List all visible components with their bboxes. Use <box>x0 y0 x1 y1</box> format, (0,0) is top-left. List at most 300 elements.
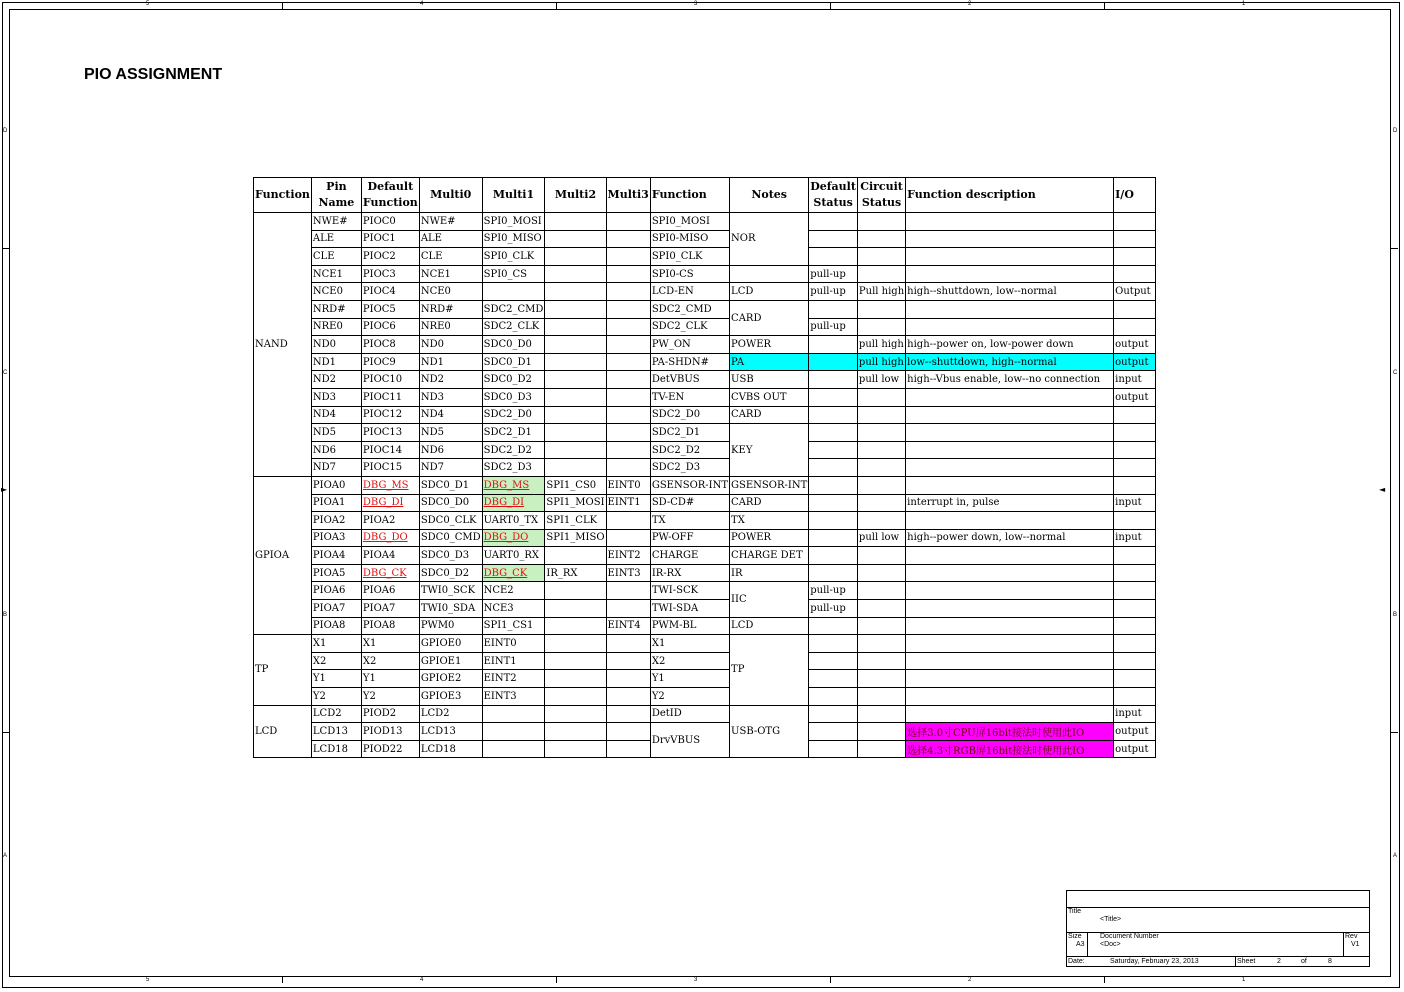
io-cell <box>1114 600 1156 618</box>
io-cell: input <box>1114 705 1156 723</box>
header-default-status: Default Status <box>809 178 858 213</box>
group-cell: GPIOA <box>254 476 312 634</box>
circuit-status-cell <box>857 617 905 635</box>
function-cell: PW-OFF <box>650 529 729 547</box>
default-function-cell: PIOC0 <box>361 213 419 231</box>
circuit-status-cell <box>857 652 905 670</box>
tb-vdivider-rev <box>1343 932 1344 956</box>
default-status-cell <box>809 406 858 424</box>
default-status-cell: pull-up <box>809 600 858 618</box>
table-row <box>254 388 1156 406</box>
pin-name-cell: Y1 <box>311 670 361 688</box>
multi1-cell: DBG_CK <box>482 564 545 582</box>
function-cell: TX <box>650 512 729 530</box>
pin-name-cell: ND6 <box>311 441 361 459</box>
multi2-cell <box>545 617 606 635</box>
group-cell: NAND <box>254 213 312 477</box>
function-description-cell <box>906 547 1114 565</box>
multi0-cell: ND7 <box>419 459 482 477</box>
notes-cell: USB <box>730 371 809 389</box>
multi0-cell: NCE0 <box>419 283 482 301</box>
default-status-cell <box>809 564 858 582</box>
multi3-cell <box>606 652 650 670</box>
circuit-status-cell <box>857 547 905 565</box>
table-row <box>254 529 1156 547</box>
notes-cell: TX <box>730 512 809 530</box>
multi1-cell: NCE3 <box>482 600 545 618</box>
circuit-status-cell <box>857 635 905 653</box>
tb-divider-3 <box>1067 956 1369 957</box>
pin-name-cell: ND1 <box>311 353 361 371</box>
multi3-cell <box>606 248 650 266</box>
pin-name-cell: CLE <box>311 248 361 266</box>
circuit-status-cell <box>857 670 905 688</box>
notes-cell: POWER <box>730 336 809 354</box>
header-multi1: Multi1 <box>482 178 545 213</box>
multi2-cell <box>545 723 606 741</box>
default-function-cell: PIOC6 <box>361 318 419 336</box>
multi3-cell <box>606 600 650 618</box>
multi0-cell: ND3 <box>419 388 482 406</box>
multi0-cell: NRD# <box>419 300 482 318</box>
tb-date-value: Saturday, February 23, 2013 <box>1110 958 1199 965</box>
pin-name-cell: NCE0 <box>311 283 361 301</box>
multi2-cell <box>545 652 606 670</box>
io-cell <box>1114 300 1156 318</box>
multi2-cell <box>545 213 606 231</box>
default-status-cell <box>809 617 858 635</box>
circuit-status-cell <box>857 723 905 741</box>
multi3-cell <box>606 582 650 600</box>
circuit-status-cell <box>857 476 905 494</box>
circuit-status-cell <box>857 441 905 459</box>
notes-cell: KEY <box>730 424 809 477</box>
pin-name-cell: ND2 <box>311 371 361 389</box>
table-row <box>254 318 1156 336</box>
default-function-cell: PIOC12 <box>361 406 419 424</box>
function-description-cell <box>906 300 1114 318</box>
zone-row-b-right: B <box>1393 612 1398 618</box>
tick-bottom-2 <box>556 976 557 983</box>
default-status-cell <box>809 248 858 266</box>
function-description-cell <box>906 459 1114 477</box>
header-circuit-status: Circuit Status <box>857 178 905 213</box>
multi2-cell <box>545 406 606 424</box>
default-status-cell <box>809 494 858 512</box>
header-notes: Notes <box>730 178 809 213</box>
table-row <box>254 248 1156 266</box>
multi0-cell: TWI0_SDA <box>419 600 482 618</box>
io-cell <box>1114 617 1156 635</box>
default-status-cell <box>809 441 858 459</box>
center-arrow-left-icon: ► <box>1 485 8 494</box>
multi3-cell <box>606 459 650 477</box>
page-title: PIO ASSIGNMENT <box>84 66 223 83</box>
function-cell: SPI0_MOSI <box>650 213 729 231</box>
tick-left-3 <box>2 732 9 733</box>
circuit-status-cell <box>857 564 905 582</box>
circuit-status-cell: pull low <box>857 529 905 547</box>
multi3-cell <box>606 265 650 283</box>
tick-right-1 <box>1391 248 1398 249</box>
tick-left-1 <box>2 248 9 249</box>
default-status-cell <box>809 512 858 530</box>
multi1-cell: SDC2_CLK <box>482 318 545 336</box>
default-function-cell: PIOC9 <box>361 353 419 371</box>
circuit-status-cell: Pull high <box>857 283 905 301</box>
default-status-cell <box>809 388 858 406</box>
multi3-cell <box>606 213 650 231</box>
multi2-cell: SPI1_CS0 <box>545 476 606 494</box>
function-description-cell <box>906 318 1114 336</box>
multi0-cell: GPIOE0 <box>419 635 482 653</box>
default-status-cell <box>809 670 858 688</box>
multi3-cell <box>606 705 650 723</box>
circuit-status-cell: pull low <box>857 371 905 389</box>
io-cell: output <box>1114 353 1156 371</box>
pin-name-cell: ND3 <box>311 388 361 406</box>
multi2-cell: SPI1_MISO <box>545 529 606 547</box>
multi3-cell <box>606 230 650 248</box>
default-status-cell <box>809 459 858 477</box>
header-default-function: Default Function <box>361 178 419 213</box>
table-row <box>254 635 1156 653</box>
notes-cell: CHARGE DET <box>730 547 809 565</box>
default-status-cell <box>809 705 858 723</box>
pin-name-cell: NRE0 <box>311 318 361 336</box>
default-status-cell <box>809 723 858 741</box>
table-row <box>254 582 1156 600</box>
multi0-cell: GPIOE2 <box>419 670 482 688</box>
table-row <box>254 424 1156 442</box>
multi0-cell: ND4 <box>419 406 482 424</box>
zone-col-2-top: 2 <box>968 1 972 7</box>
pin-name-cell: PIOA1 <box>311 494 361 512</box>
pin-name-cell: LCD2 <box>311 705 361 723</box>
function-description-cell <box>906 265 1114 283</box>
zone-row-c-left: C <box>3 370 8 376</box>
notes-cell: CARD <box>730 494 809 512</box>
table-row <box>254 652 1156 670</box>
multi3-cell <box>606 300 650 318</box>
multi0-cell: NWE# <box>419 213 482 231</box>
default-status-cell: pull-up <box>809 283 858 301</box>
circuit-status-cell <box>857 582 905 600</box>
function-description-cell <box>906 476 1114 494</box>
function-description-cell <box>906 670 1114 688</box>
multi0-cell: ALE <box>419 230 482 248</box>
function-description-cell <box>906 424 1114 442</box>
default-status-cell <box>809 424 858 442</box>
multi0-cell: ND5 <box>419 424 482 442</box>
tb-size-label: Size <box>1068 933 1082 940</box>
default-status-cell <box>809 230 858 248</box>
table-row <box>254 230 1156 248</box>
default-status-cell <box>809 213 858 231</box>
multi0-cell: SDC0_D1 <box>419 476 482 494</box>
io-cell: output <box>1114 723 1156 741</box>
multi2-cell <box>545 300 606 318</box>
tick-top-4 <box>1104 2 1105 9</box>
zone-col-4-bottom: 4 <box>420 977 424 983</box>
table-header-row <box>254 178 1156 213</box>
circuit-status-cell <box>857 265 905 283</box>
function-cell: SPI0-MISO <box>650 230 729 248</box>
multi1-cell: SDC0_D1 <box>482 353 545 371</box>
function-description-cell <box>906 688 1114 706</box>
function-description-cell: high--Vbus enable, low--no connection <box>906 371 1114 389</box>
function-description-cell <box>906 564 1114 582</box>
header-multi0: Multi0 <box>419 178 482 213</box>
function-cell: SDC2_D0 <box>650 406 729 424</box>
io-cell: input <box>1114 371 1156 389</box>
default-function-cell: PIOC10 <box>361 371 419 389</box>
multi1-cell: SDC2_D0 <box>482 406 545 424</box>
multi0-cell: SDC0_D3 <box>419 547 482 565</box>
notes-cell: POWER <box>730 529 809 547</box>
table-row <box>254 459 1156 477</box>
function-cell: SDC2_D3 <box>650 459 729 477</box>
function-cell: Y1 <box>650 670 729 688</box>
multi3-cell: EINT3 <box>606 564 650 582</box>
pin-name-cell: PIOA0 <box>311 476 361 494</box>
default-status-cell: pull-up <box>809 318 858 336</box>
table-row <box>254 688 1156 706</box>
default-function-cell: DBG_CK <box>361 564 419 582</box>
multi0-cell: LCD18 <box>419 740 482 758</box>
multi1-cell: EINT0 <box>482 635 545 653</box>
multi0-cell: GPIOE1 <box>419 652 482 670</box>
function-description-cell <box>906 213 1114 231</box>
function-description-cell: low--shuttdown, high--normal <box>906 353 1114 371</box>
pin-name-cell: ND0 <box>311 336 361 354</box>
default-status-cell <box>809 635 858 653</box>
default-function-cell: DBG_DI <box>361 494 419 512</box>
notes-cell: USB-OTG <box>730 705 809 758</box>
header-pin-name: Pin Name <box>311 178 361 213</box>
function-cell: TV-EN <box>650 388 729 406</box>
tick-top-2 <box>556 2 557 9</box>
multi3-cell: EINT0 <box>606 476 650 494</box>
circuit-status-cell <box>857 705 905 723</box>
tb-divider-1 <box>1067 907 1369 908</box>
multi1-cell <box>482 740 545 758</box>
io-cell <box>1114 265 1156 283</box>
tb-title-value: <Title> <box>1100 916 1122 923</box>
default-status-cell <box>809 300 858 318</box>
default-function-cell: PIOC5 <box>361 300 419 318</box>
circuit-status-cell <box>857 388 905 406</box>
io-cell <box>1114 318 1156 336</box>
multi2-cell <box>545 600 606 618</box>
pin-name-cell: ND4 <box>311 406 361 424</box>
pin-name-cell: NWE# <box>311 213 361 231</box>
table-row <box>254 300 1156 318</box>
notes-cell: TP <box>730 635 809 705</box>
zone-row-d-right: D <box>1393 128 1398 134</box>
pin-name-cell: PIOA6 <box>311 582 361 600</box>
default-status-cell <box>809 476 858 494</box>
multi2-cell: IR_RX <box>545 564 606 582</box>
circuit-status-cell <box>857 424 905 442</box>
multi1-cell: NCE2 <box>482 582 545 600</box>
function-cell: Y2 <box>650 688 729 706</box>
tick-top-3 <box>830 2 831 9</box>
circuit-status-cell: pull high <box>857 353 905 371</box>
multi3-cell: EINT2 <box>606 547 650 565</box>
default-function-cell: PIOC8 <box>361 336 419 354</box>
multi2-cell <box>545 248 606 266</box>
function-description-cell <box>906 617 1114 635</box>
multi1-cell: EINT3 <box>482 688 545 706</box>
zone-row-d-left: D <box>3 128 8 134</box>
io-cell <box>1114 670 1156 688</box>
header-function-2: Function <box>650 178 729 213</box>
default-function-cell: X2 <box>361 652 419 670</box>
multi3-cell <box>606 353 650 371</box>
io-cell <box>1114 512 1156 530</box>
function-description-cell <box>906 388 1114 406</box>
multi2-cell <box>545 459 606 477</box>
function-cell: DetID <box>650 705 729 723</box>
multi0-cell: PWM0 <box>419 617 482 635</box>
table-row <box>254 617 1156 635</box>
function-cell: SD-CD# <box>650 494 729 512</box>
multi1-cell: SPI0_MOSI <box>482 213 545 231</box>
default-function-cell: PIOA2 <box>361 512 419 530</box>
multi3-cell <box>606 318 650 336</box>
multi2-cell <box>545 283 606 301</box>
function-cell: PA-SHDN# <box>650 353 729 371</box>
default-function-cell: PIOC3 <box>361 265 419 283</box>
group-cell: LCD <box>254 705 312 758</box>
notes-cell: GSENSOR-INT <box>730 476 809 494</box>
table-row <box>254 564 1156 582</box>
zone-row-c-right: C <box>1393 370 1398 376</box>
zone-col-4-top: 4 <box>420 1 424 7</box>
function-description-cell <box>906 248 1114 266</box>
default-function-cell: PIOC14 <box>361 441 419 459</box>
multi1-cell: SDC0_D3 <box>482 388 545 406</box>
default-function-cell: PIOD22 <box>361 740 419 758</box>
default-function-cell: PIOD13 <box>361 723 419 741</box>
default-status-cell: pull-up <box>809 265 858 283</box>
notes-cell: CARD <box>730 406 809 424</box>
tb-rev-value: V1 <box>1351 941 1360 948</box>
function-description-cell <box>906 582 1114 600</box>
notes-cell: LCD <box>730 617 809 635</box>
multi2-cell <box>545 582 606 600</box>
multi1-cell: SPI1_CS1 <box>482 617 545 635</box>
pin-name-cell: PIOA8 <box>311 617 361 635</box>
multi2-cell <box>545 318 606 336</box>
table-row <box>254 723 1156 741</box>
tb-sheet-label: Sheet <box>1237 958 1256 965</box>
multi3-cell <box>606 336 650 354</box>
multi1-cell: SPI0_CS <box>482 265 545 283</box>
multi3-cell <box>606 283 650 301</box>
function-description-cell: 选择3.0寸CPU屏16bit接法时使用此IO <box>906 723 1114 741</box>
multi0-cell: TWI0_SCK <box>419 582 482 600</box>
zone-col-3-top: 3 <box>694 1 698 7</box>
function-description-cell <box>906 600 1114 618</box>
notes-cell: IIC <box>730 582 809 617</box>
default-function-cell: Y2 <box>361 688 419 706</box>
multi2-cell: SPI1_CLK <box>545 512 606 530</box>
default-status-cell <box>809 688 858 706</box>
table-row <box>254 670 1156 688</box>
table-row <box>254 283 1156 301</box>
default-status-cell <box>809 353 858 371</box>
default-function-cell: PIOA6 <box>361 582 419 600</box>
multi3-cell <box>606 670 650 688</box>
multi0-cell: SDC0_CLK <box>419 512 482 530</box>
function-description-cell: high--power on, low-power down <box>906 336 1114 354</box>
multi3-cell <box>606 688 650 706</box>
table-row <box>254 371 1156 389</box>
multi2-cell <box>545 265 606 283</box>
multi0-cell: NCE1 <box>419 265 482 283</box>
multi3-cell <box>606 424 650 442</box>
io-cell: Output <box>1114 283 1156 301</box>
circuit-status-cell <box>857 688 905 706</box>
function-description-cell: 选择4.3寸RGB屏16bit接法时使用此IO <box>906 740 1114 758</box>
function-cell: SDC2_D1 <box>650 424 729 442</box>
multi0-cell: ND1 <box>419 353 482 371</box>
multi1-cell: SDC0_D0 <box>482 336 545 354</box>
table-row <box>254 494 1156 512</box>
function-cell: X1 <box>650 635 729 653</box>
pin-name-cell: PIOA5 <box>311 564 361 582</box>
function-description-cell <box>906 441 1114 459</box>
tb-size-value: A3 <box>1076 941 1085 948</box>
tick-top-1 <box>282 2 283 9</box>
multi2-cell <box>545 371 606 389</box>
default-function-cell: DBG_DO <box>361 529 419 547</box>
zone-row-a-left: A <box>3 853 8 859</box>
table-row <box>254 512 1156 530</box>
multi3-cell <box>606 441 650 459</box>
multi1-cell: SDC0_D2 <box>482 371 545 389</box>
tick-bottom-1 <box>282 976 283 983</box>
function-description-cell: high--shuttdown, low--normal <box>906 283 1114 301</box>
pin-name-cell: Y2 <box>311 688 361 706</box>
function-cell: DrvVBUS <box>650 723 729 758</box>
function-cell: SPI0-CS <box>650 265 729 283</box>
io-cell <box>1114 476 1156 494</box>
table-row <box>254 353 1156 371</box>
io-cell <box>1114 424 1156 442</box>
io-cell <box>1114 547 1156 565</box>
multi0-cell: LCD13 <box>419 723 482 741</box>
zone-row-b-left: B <box>3 612 8 618</box>
default-function-cell: DBG_MS <box>361 476 419 494</box>
multi1-cell: EINT2 <box>482 670 545 688</box>
zone-col-1-top: 1 <box>1242 1 1246 7</box>
default-function-cell: X1 <box>361 635 419 653</box>
multi2-cell <box>545 635 606 653</box>
function-cell: SDC2_CLK <box>650 318 729 336</box>
pin-name-cell: X1 <box>311 635 361 653</box>
tb-of-label: of <box>1301 958 1307 965</box>
multi3-cell <box>606 740 650 758</box>
function-cell: PW_ON <box>650 336 729 354</box>
multi1-cell: UART0_TX <box>482 512 545 530</box>
pin-name-cell: PIOA2 <box>311 512 361 530</box>
io-cell <box>1114 213 1156 231</box>
multi0-cell: GPIOE3 <box>419 688 482 706</box>
io-cell <box>1114 564 1156 582</box>
